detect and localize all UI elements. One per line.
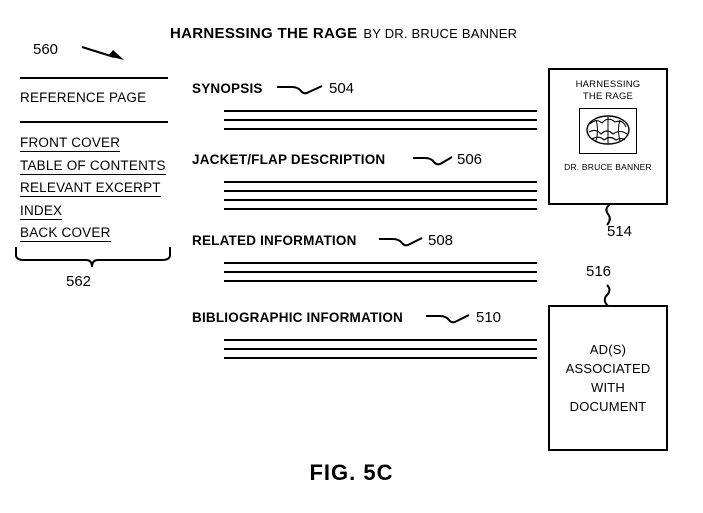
body-line xyxy=(224,271,537,273)
ads-box-text xyxy=(566,340,651,416)
body-line xyxy=(224,199,537,201)
body-line xyxy=(224,128,537,130)
ads-box-line2: ASSOCIATED xyxy=(565,361,651,376)
document-title-main: HARNESSING THE RAGE xyxy=(170,25,358,42)
book-cover-title-line1: HARNESSING xyxy=(575,79,641,90)
book-cover-title xyxy=(550,79,666,102)
document-title xyxy=(170,25,517,43)
brain-icon xyxy=(579,108,637,154)
body-line xyxy=(224,208,537,210)
reference-link-table-of-contents[interactable]: TABLE OF CONTENTS xyxy=(20,157,166,173)
body-line xyxy=(224,262,537,264)
callout-508: 508 xyxy=(428,232,454,249)
section-body-lines-synopsis xyxy=(224,110,537,137)
body-line xyxy=(224,119,537,121)
body-line xyxy=(224,339,537,341)
callout-510: 510 xyxy=(476,309,502,326)
reference-links-list xyxy=(20,133,200,246)
reference-link-front-cover[interactable]: FRONT COVER xyxy=(20,135,121,150)
leader-line-504 xyxy=(276,82,324,100)
body-line xyxy=(224,280,537,282)
reference-panel-rule-mid xyxy=(20,121,168,123)
figure-caption: FIG. 5C xyxy=(309,460,394,485)
book-cover-thumbnail[interactable] xyxy=(548,68,668,205)
ads-associated-with-document-box[interactable] xyxy=(548,305,668,451)
section-title-bibliographic-information: BIBLIOGRAPHIC INFORMATION xyxy=(192,310,403,325)
section-title-jacket-flap-description: JACKET/FLAP DESCRIPTION xyxy=(192,152,386,167)
section-title-synopsis: SYNOPSIS xyxy=(192,81,263,96)
ads-box-line3: WITH xyxy=(590,380,625,395)
book-cover-title-line2: THE RAGE xyxy=(582,90,634,102)
callout-562-brace xyxy=(14,245,174,276)
callout-516: 516 xyxy=(586,263,612,280)
book-cover-author: DR. BRUCE BANNER xyxy=(564,162,652,172)
leader-line-506 xyxy=(412,153,454,171)
body-line xyxy=(224,190,537,192)
body-line xyxy=(224,357,537,359)
reference-link-relevant-excerpt[interactable]: RELEVANT EXCERPT xyxy=(20,180,161,195)
callout-562: 562 xyxy=(66,273,92,290)
callout-504: 504 xyxy=(329,80,355,97)
body-line xyxy=(224,348,537,350)
section-body-lines-jacket-flap-description xyxy=(224,181,537,217)
section-body-lines-bibliographic-information xyxy=(224,339,537,366)
callout-514: 514 xyxy=(607,223,633,240)
callout-560: 560 xyxy=(33,41,59,58)
ads-box-line1: AD(S) xyxy=(589,342,627,357)
reference-link-index[interactable]: INDEX xyxy=(20,202,63,218)
reference-panel-label: REFERENCE PAGE xyxy=(20,90,147,105)
reference-panel-rule-top xyxy=(20,77,168,79)
leader-line-510 xyxy=(425,311,471,329)
section-title-related-information: RELATED INFORMATION xyxy=(192,233,357,248)
leader-line-508 xyxy=(378,234,424,252)
document-title-author: BY DR. BRUCE BANNER xyxy=(363,26,518,41)
reference-link-back-cover[interactable]: BACK COVER xyxy=(20,225,111,240)
callout-506: 506 xyxy=(457,151,483,168)
body-line xyxy=(224,110,537,112)
section-body-lines-related-information xyxy=(224,262,537,289)
ads-box-line4: DOCUMENT xyxy=(569,399,647,414)
body-line xyxy=(224,181,537,183)
callout-560-arrow xyxy=(80,44,126,69)
